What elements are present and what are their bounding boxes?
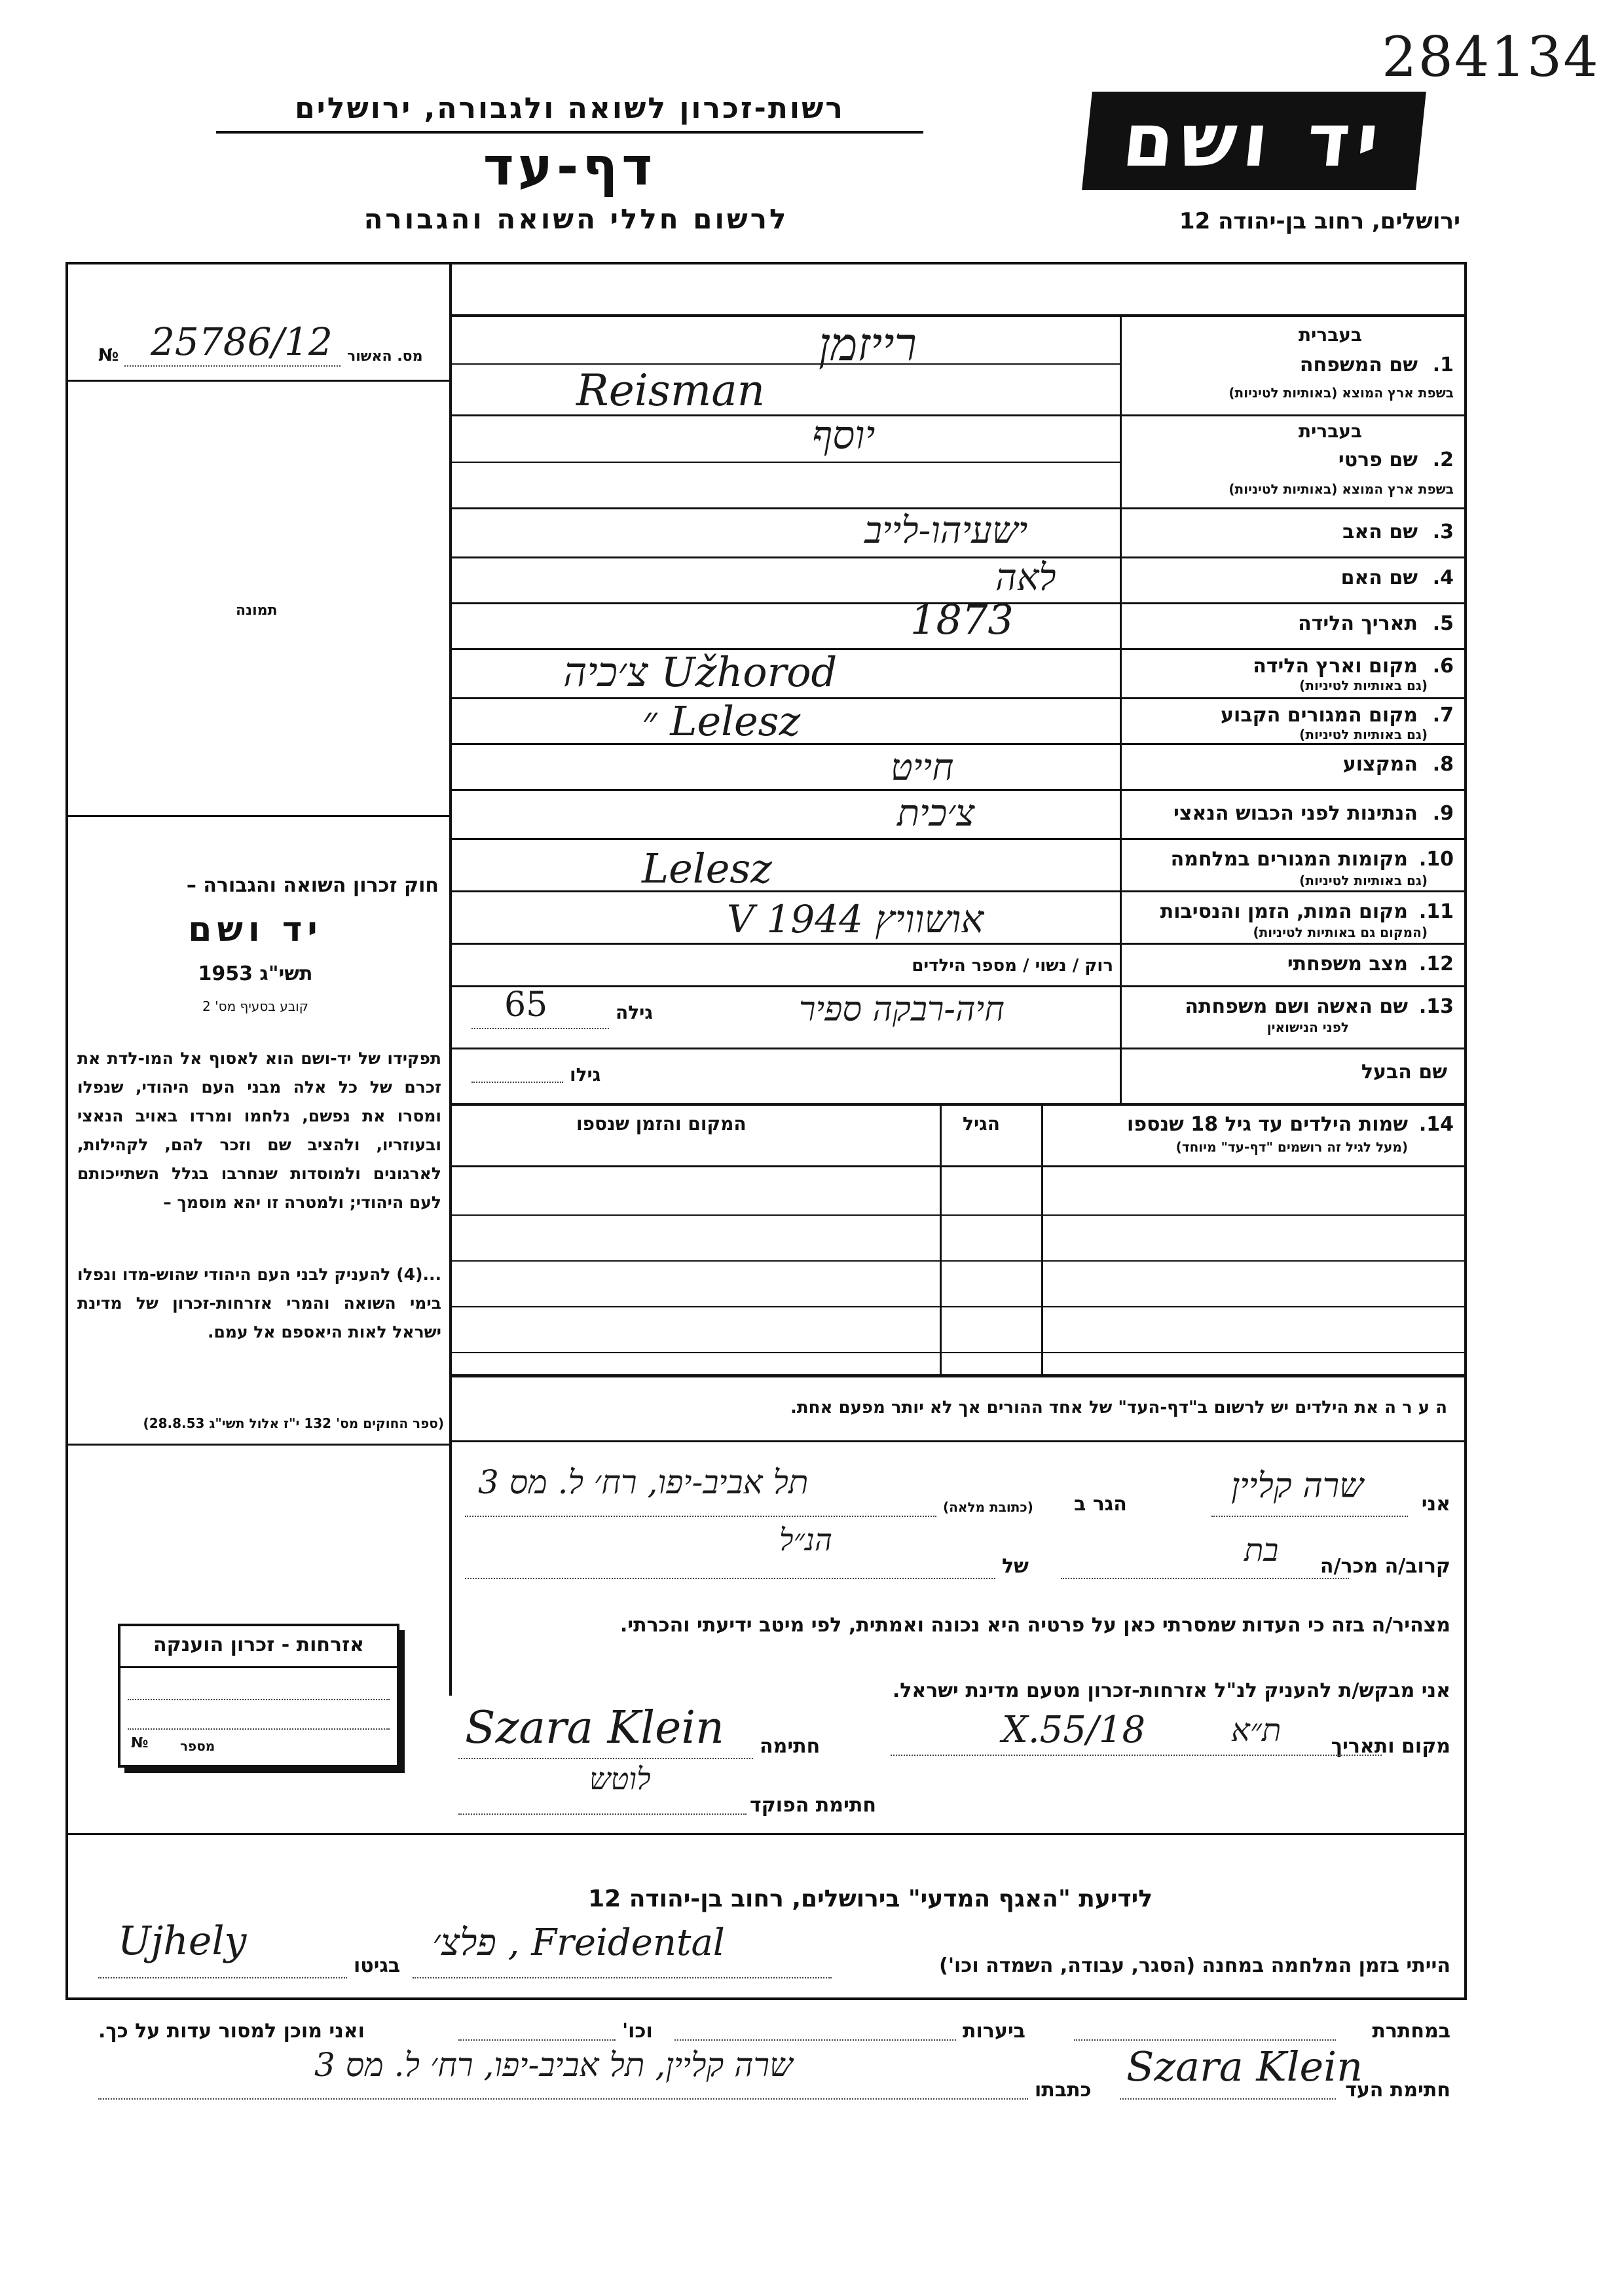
- row5-number: 5.: [1432, 612, 1454, 635]
- row9-label: הנתינות לפני הכבוש הנאצי: [1173, 802, 1418, 825]
- row1-sub: בשפת ארץ המוצא (באותיות לטיניות): [1228, 385, 1454, 401]
- row12-number: 12.: [1418, 953, 1454, 975]
- law-text-2: ...(4) להעניק לבני העם היהודי שהוש-מדו ונפלו בימי השואה והמרי אזרחות-זכרון של מדינת ישראל לאות היאספם אל עמם.: [77, 1265, 441, 1341]
- citizenship-box-no-mark: №: [131, 1735, 149, 1751]
- row1-label: שם המשפחה: [1299, 354, 1418, 376]
- citizenship-box-line2: [128, 1728, 390, 1730]
- family-status-note: רוק / נשוי / מספר הילדים: [912, 956, 1113, 975]
- signature-value: Szara Klein: [465, 1702, 724, 1754]
- etc-label: וכו': [622, 2020, 653, 2043]
- witness-address-dotted: [98, 2098, 1028, 2100]
- birth-place-value: Užhorod צ׳כיה: [563, 648, 838, 696]
- underground-label: במחתרת: [1372, 2020, 1450, 2043]
- etc-dotted: [458, 2039, 616, 2041]
- husband-age-dotted: [471, 1082, 563, 1083]
- row12-label: מצב משפחתי: [1287, 953, 1408, 975]
- row5-label: תאריך הלידה: [1298, 612, 1418, 635]
- father-name-value: ישעיהו-לייב: [864, 509, 1028, 552]
- form-subtitle: לרשום חללי השואה והגבורה: [363, 203, 789, 235]
- row10-label: מקומות המגורים במלחמה: [1170, 848, 1408, 871]
- of-label: של: [1002, 1555, 1029, 1578]
- children-row-line: [452, 1306, 1467, 1307]
- row1-top-note: בעברית: [1298, 324, 1362, 346]
- children-divider-1: [1041, 1106, 1043, 1374]
- row3-number: 3.: [1432, 520, 1454, 543]
- willing-text: ואני מוכן למסור עדות על כך.: [98, 2020, 365, 2043]
- registration-value: 25786/12: [151, 319, 333, 364]
- form-title: דף-עד: [483, 136, 657, 197]
- citizenship-box-shadow-b: [124, 1768, 405, 1773]
- children-divider-2: [940, 1106, 942, 1374]
- citizenship-box-title: אזרחות - זכרון הוענקה: [153, 1633, 364, 1656]
- citizenship-box-divider: [118, 1666, 399, 1668]
- children-note: ה ע ר ה את הילדים יש לרשום ב"דף-העד" של אחד ההורים אך לא יותר מפעם אחת.: [790, 1398, 1447, 1417]
- row-line: [452, 556, 1467, 558]
- declarant-name-dotted: [1211, 1516, 1408, 1517]
- row7-sub: (גם באותיות לטיניות): [1299, 727, 1428, 742]
- registration-label: מס. האשור: [347, 348, 423, 365]
- logo-text: יד ושם: [1118, 98, 1390, 183]
- row6-number: 6.: [1432, 655, 1454, 678]
- row8-number: 8.: [1432, 753, 1454, 776]
- wife-age-label: גילה: [616, 1002, 653, 1023]
- declarant-ani-label: אני: [1421, 1493, 1450, 1516]
- row10-number: 10.: [1418, 848, 1454, 871]
- resident-label: הגר ב: [1074, 1493, 1127, 1516]
- law-name: יד ושם: [188, 910, 323, 949]
- archive-number: 284134: [1382, 25, 1600, 89]
- birth-date-value: 1873: [910, 596, 1014, 644]
- row4-number: 4.: [1432, 566, 1454, 589]
- row-line: [452, 943, 1467, 945]
- of-value: הנ״ל: [779, 1522, 832, 1558]
- husband-age-label: גילו: [570, 1064, 601, 1085]
- row13-number: 13.: [1418, 995, 1454, 1018]
- camp-line-label: הייתי בזמן המלחמה במחנה (הסגר, עבודה, השמדה וכו'): [939, 1954, 1450, 1977]
- row6-label: מקום וארץ הלידה: [1253, 655, 1418, 678]
- relation-dotted: [1061, 1578, 1349, 1579]
- row-line: [452, 838, 1467, 840]
- photo-box-bottom: [65, 815, 449, 817]
- date-value: 18/X.55: [1002, 1709, 1146, 1751]
- death-place-value: אושוויץ V 1944: [727, 897, 984, 941]
- row-line: [452, 462, 1120, 463]
- citizenship-box-number-label: מספר: [180, 1738, 215, 1754]
- row13-label: שם האשה ושם משפחתה: [1185, 995, 1408, 1018]
- row13-sub: לפני הנישואין: [1266, 1019, 1349, 1035]
- witness-sig-dotted: [1120, 2098, 1336, 2100]
- authority-name: רשות-זכרון לשואה ולגבורה, ירושלים: [295, 92, 845, 125]
- witness-address-label: כתבתו: [1035, 2079, 1092, 2102]
- law-box-bottom: [65, 1444, 452, 1446]
- officer-label: חתימת הפוקד: [750, 1794, 876, 1817]
- wife-age-value: 65: [504, 985, 548, 1025]
- witness-signature: Szara Klein: [1126, 2043, 1363, 2090]
- officer-signature: לוטש: [589, 1761, 651, 1796]
- bottom-separator: [65, 1833, 1467, 1835]
- camp-value: Freidental , פלצ׳: [432, 1922, 725, 1964]
- row2-top-note: בעברית: [1298, 420, 1362, 442]
- bottom-heading: לידיעת "האגף המדעי" בירושלים, רחוב בן-יהודה 12: [588, 1886, 1153, 1912]
- authority-underline: [216, 131, 923, 134]
- photo-label: תמונה: [236, 602, 278, 619]
- signature-label: חתימה: [760, 1735, 821, 1758]
- citizenship-box-line1: [128, 1699, 390, 1700]
- officer-dotted: [458, 1813, 747, 1815]
- row-line: [452, 743, 1467, 745]
- law-year: תשי"ג 1953: [198, 962, 313, 985]
- children-sub: (מעל לגיל זה רושמים "דף-עד" מיוחד): [1175, 1139, 1408, 1155]
- ghetto-value: Ujhely: [118, 1918, 247, 1964]
- row9-number: 9.: [1432, 802, 1454, 825]
- address-hint: (כתובת מלאה): [943, 1499, 1033, 1515]
- first-name-hebrew: יוסף: [812, 412, 876, 458]
- citizenship-value: צ׳כית: [897, 792, 975, 835]
- row-line: [452, 985, 1467, 987]
- place-date-dotted: [891, 1755, 1382, 1756]
- family-name-latin: Reisman: [576, 365, 766, 416]
- relative-label: קרוב/ה מכר/ה: [1320, 1555, 1450, 1578]
- header-address: ירושלים, רחוב בן-יהודה 12: [1179, 208, 1460, 234]
- children-col-place: המקום והזמן שנספו: [576, 1113, 747, 1135]
- row2-label: שם פרטי: [1338, 448, 1418, 471]
- row1-number: 1.: [1432, 354, 1454, 376]
- wartime-residence-value: Lelesz: [642, 845, 772, 892]
- law-clause: קובע בסעיף מס' 2: [202, 998, 308, 1014]
- photo-box-top: [65, 380, 449, 382]
- children-col-age: הגיל: [963, 1113, 1000, 1135]
- registration-no-mark: №: [98, 346, 119, 365]
- mother-name-value: לאה: [995, 556, 1056, 599]
- forests-label: ביערות: [963, 2020, 1025, 2043]
- relation-value: בת: [1244, 1532, 1279, 1569]
- registration-dotted: [124, 365, 341, 367]
- profession-value: חייט: [891, 746, 954, 789]
- residence-value: Lelesz ״: [642, 697, 801, 745]
- declarant-name: שרה קליין: [1231, 1467, 1364, 1506]
- note-bottom-line: [452, 1440, 1467, 1442]
- law-text-1: תפקידו של יד-ושם הוא לאסוף אל המו-לדת את זכרם של כל אלה מבני העם היהודי, שנפלו ומסרו את נפשם, נלחמו ומרדו באויב הנאצי ובעוזריו, ולהציב שם וזכר להם, לקהילות, לארגונים ולמוסדות שנחרבו בגלל השתייכותם לעם היהודי; ולמטרה זו יהא מוסמך –: [77, 1049, 441, 1212]
- citizenship-box-shadow-r: [399, 1630, 405, 1773]
- ghetto-label: בגיטו: [354, 1954, 401, 1977]
- row-line: [452, 1103, 1467, 1106]
- row3-label: שם האב: [1342, 520, 1418, 543]
- children-row-line: [452, 1214, 1467, 1216]
- law-source: (ספר החוקים מס' 132 י"ז אלול תשי"ג 28.8.53): [143, 1415, 444, 1431]
- forests-dotted: [674, 2039, 956, 2041]
- row-line: [452, 890, 1467, 892]
- row-line: [452, 789, 1467, 791]
- children-header-line: [452, 1165, 1467, 1167]
- wife-name-value: חיה-רבקה ספיר: [799, 990, 1005, 1029]
- ghetto-dotted: [98, 1977, 347, 1978]
- witness-address: שרה קליין, תל אביב-יפו, רח׳ ל. מס 3: [314, 2046, 793, 2084]
- row6-sub: (גם באותיות לטיניות): [1299, 678, 1428, 693]
- camp-dotted: [413, 1977, 832, 1978]
- underground-dotted: [1074, 2039, 1336, 2041]
- yad-vashem-logo: [1082, 92, 1426, 190]
- children-bottom-line: [452, 1374, 1467, 1377]
- row11-sub: (המקום גם באותיות לטיניות): [1253, 924, 1428, 940]
- row-line: [452, 1048, 1467, 1049]
- row10-sub: (גם באותיות לטיניות): [1299, 873, 1428, 888]
- row7-number: 7.: [1432, 704, 1454, 727]
- row11-number: 11.: [1418, 900, 1454, 923]
- row7-label: מקום המגורים הקבוע: [1221, 704, 1418, 727]
- wife-age-dotted: [471, 1028, 609, 1029]
- law-title: חוק זכרון השואה והגבורה –: [186, 874, 439, 897]
- row4-label: שם האם: [1340, 566, 1418, 589]
- husband-label: שם הבעל: [1361, 1061, 1447, 1084]
- top-row-line: [449, 314, 1467, 317]
- place-value: ת״א: [1231, 1712, 1282, 1749]
- request-text: אני מבקש/ת להעניק לנ"ל אזרחות-זכרון מטעם מדינת ישראל.: [892, 1679, 1450, 1702]
- row11-label: מקום המות, הזמן והנסיבות: [1160, 900, 1408, 923]
- place-date-label: מקום ותאריך: [1331, 1735, 1450, 1758]
- witness-sig-label: חתימת העד: [1345, 2079, 1450, 2102]
- row-line: [452, 363, 1120, 365]
- left-column-divider: [449, 262, 452, 1696]
- signature-dotted: [458, 1758, 753, 1759]
- children-row-line: [452, 1260, 1467, 1262]
- of-dotted: [465, 1578, 995, 1579]
- children-label: שמות הילדים עד גיל 18 שנספו: [1127, 1113, 1408, 1136]
- row2-number: 2.: [1432, 448, 1454, 471]
- declarant-address: תל אביב-יפו, רח׳ ל. מס 3: [478, 1463, 809, 1501]
- row8-label: המקצוע: [1342, 753, 1418, 776]
- declarant-address-dotted: [465, 1516, 936, 1517]
- row-line: [452, 697, 1467, 699]
- children-row-line: [452, 1352, 1467, 1353]
- declaration-text: מצהיר/ה בזה כי העדות שמסרתי כאן על פרטיה היא נכונה ואמתית, לפי מיטב ידיעתי והכרתי.: [619, 1614, 1450, 1637]
- children-number: 14.: [1418, 1113, 1454, 1136]
- row2-sub: בשפת ארץ המוצא (באותיות לטיניות): [1228, 481, 1454, 497]
- family-name-hebrew: רייזמן: [819, 318, 917, 371]
